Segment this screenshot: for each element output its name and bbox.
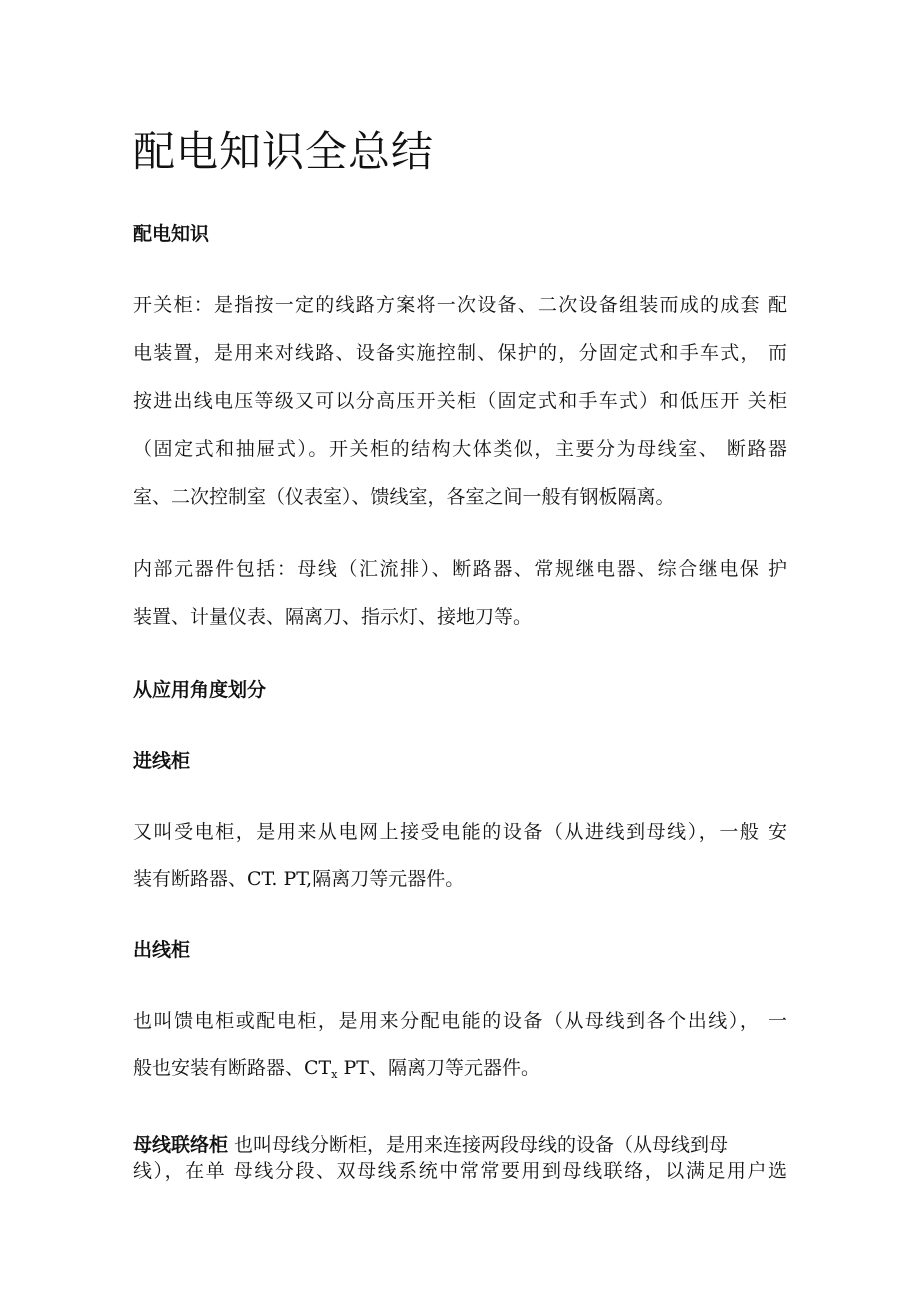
text-run: 装有断路器、 [133,868,248,890]
section-heading-jinxiangui: 进线柜 [133,750,191,772]
text-run: 般也安装有断路器、 [133,1057,305,1079]
page-title: 配电知识全总结 [133,127,435,176]
paragraph-line: （固定式和抽屉式）。开关柜的结构大体类似，主要分为母线室、 断路器 [133,438,787,460]
paragraph-line: 开关柜：是指按一定的线路方案将一次设备、二次设备组装而成的成套 配 [133,294,787,316]
paragraph-line: 电装置，是用来对线路、设备实施控制、保护的，分固定式和手车式， 而 [133,342,787,364]
paragraph-line: 室、二次控制室（仪表室）、馈线室，各室之间一般有钢板隔离。 [133,486,675,508]
section-heading-chuxiangui: 出线柜 [133,939,191,961]
inline-heading-muxianlianluogui: 母线联络柜 [133,1134,229,1156]
text-run: 也叫母线分断柜，是用来连接两段母线的设备（从母线到母 [228,1134,729,1156]
section-heading-peidian: 配电知识 [133,223,210,245]
paragraph-line: 又叫受电柜，是用来从电网上接受电能的设备（从进线到母线），一般 安 [133,821,787,843]
paragraph-line: 装置、计量仪表、隔离刀、指示灯、接地刀等。 [133,606,533,628]
ct-label: CT [304,1057,332,1079]
pt-label: PT [337,1057,369,1079]
section-heading-yingyong: 从应用角度划分 [133,679,267,701]
text-run: 隔离刀等元器件。 [312,868,465,890]
paragraph-line [133,1131,728,1159]
paragraph-line: 按进出线电压等级又可以分高压开关柜（固定式和手车式）和低压开 关柜 [133,390,787,412]
paragraph-line [133,865,464,893]
text-run: 、隔离刀等元器件。 [368,1057,540,1079]
paragraph-line: 线），在单 母线分段、双母线系统中常常要用到母线联络，以满足用户选 [133,1160,787,1182]
paragraph-line: 也叫馈电柜或配电柜，是用来分配电能的设备（从母线到各个出线）， 一 [133,1010,787,1032]
ct-subscript: x [331,1068,338,1081]
ct-pt-label: CT. PT, [247,868,313,890]
paragraph-line: 内部元器件包括：母线（汇流排）、断路器、常规继电器、综合继电保 护 [133,558,787,580]
paragraph-line [133,1054,540,1089]
